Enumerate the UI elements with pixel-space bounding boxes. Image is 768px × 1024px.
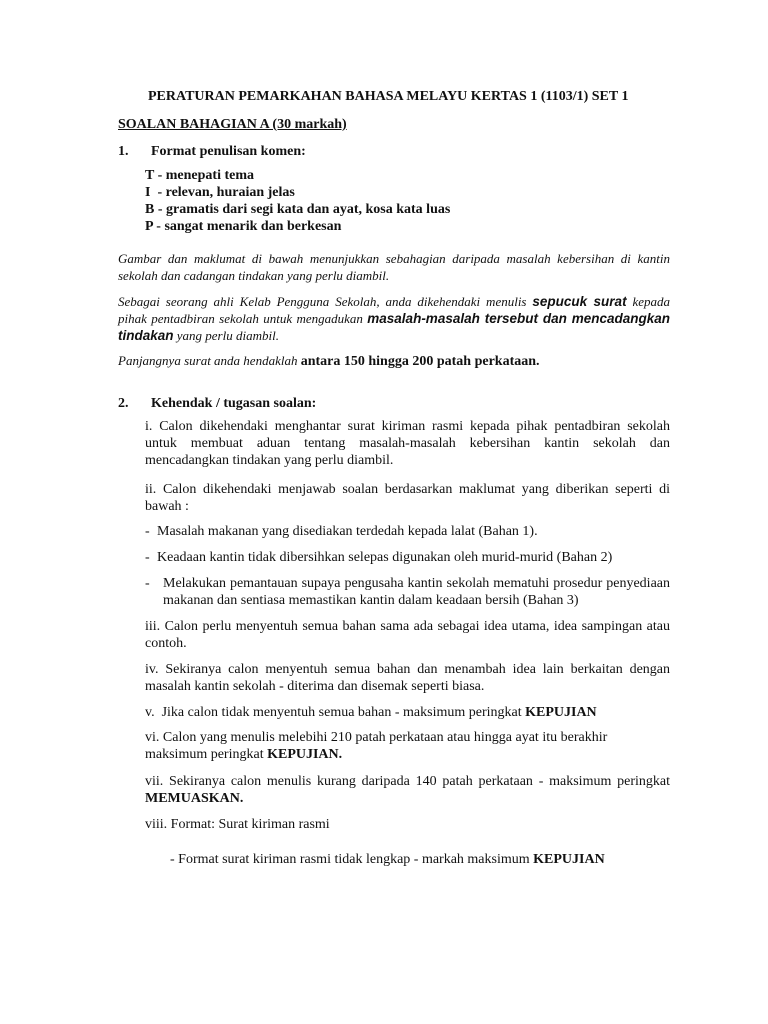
- item-i: i. Calon dikehendaki menghantar surat kiriman rasmi kepada pihak pentadbiran sekolah untuk membuat aduan tentang masalah-masalah kebersihan kantin sekolah dan mencadangkan tindakan yang perlu diambil.: [145, 419, 670, 468]
- length-paragraph: [118, 352, 540, 370]
- item-vii-text: vii. Sekiranya calon menulis kurang daripada 140 patah perkataan - maksimum peringkat: [145, 774, 670, 789]
- format-note-emphasis: KEPUJIAN: [533, 852, 605, 867]
- format-note: [170, 851, 605, 868]
- document-title: PERATURAN PEMARKAHAN BAHASA MELAYU KERTAS 1 (1103/1) SET 1: [148, 89, 629, 104]
- task-text-c: kepada pihak pentadbiran sekolah untuk mengadukan: [118, 294, 670, 326]
- intro-paragraph: Gambar dan maklumat di bawah menunjukkan sebahagian daripada masalah kebersihan di kantin sekolah dan cadangan tindakan yang perlu diambil.: [118, 251, 670, 283]
- bahan-1-dash: -: [145, 524, 150, 539]
- item-ii: ii. Calon dikehendaki menjawab soalan berdasarkan maklumat yang diberikan seperti di bawah :: [145, 482, 670, 514]
- q2-heading: Kehendak / tugasan soalan:: [151, 396, 317, 411]
- bahan-2-item: [145, 549, 670, 566]
- bahan-3-dash: -: [145, 576, 150, 591]
- bahan-3-text: Melakukan pemantauan supaya pengusaha kantin sekolah mematuhi prosedur penyediaan makanan dan sentiasa memastikan kantin dalam keadaan bersih (Bahan 3): [163, 576, 670, 608]
- format-note-text: - Format surat kiriman rasmi tidak lengkap - markah maksimum: [170, 852, 534, 867]
- q1-number: 1.: [118, 144, 129, 159]
- section-heading: SOALAN BAHAGIAN A (30 markah): [118, 117, 347, 132]
- item-viii: viii. Format: Surat kiriman rasmi: [145, 817, 330, 832]
- bahan-3-item: [145, 575, 670, 609]
- item-v-text: v. Jika calon tidak menyentuh semua bahan - maksimum peringkat: [145, 705, 526, 720]
- bahan-2-text: Keadaan kantin tidak dibersihkan selepas digunakan oleh murid-murid (Bahan 2): [157, 550, 613, 565]
- bahan-2-dash: -: [145, 550, 150, 565]
- length-emphasis: antara 150 hingga 200 patah perkataan.: [300, 354, 540, 369]
- format-item-p: P - sangat menarik dan berkesan: [145, 219, 342, 234]
- bahan-1-text: Masalah makanan yang disediakan terdedah kepada lalat (Bahan 1).: [157, 524, 538, 539]
- q1-heading: Format penulisan komen:: [151, 144, 306, 159]
- bahan-1-item: [145, 523, 670, 540]
- format-item-t: T - menepati tema: [145, 168, 254, 183]
- task-text-a: Sebagai seorang ahli Kelab Pengguna Sekolah, anda dikehendaki menulis: [118, 294, 533, 309]
- format-item-b: B - gramatis dari segi kata dan ayat, kosa kata luas: [145, 202, 451, 217]
- task-paragraph: [118, 293, 670, 344]
- format-item-i: I - relevan, huraian jelas: [145, 185, 295, 200]
- task-emphasis-letter: sepucuk surat: [532, 294, 627, 309]
- item-vii: [145, 773, 670, 807]
- item-vi-text: vi. Calon yang menulis melebihi 210 patah perkataan atau hingga ayat itu berakhir maksimum peringkat: [145, 730, 608, 762]
- task-text-e: yang perlu diambil.: [173, 328, 279, 343]
- item-vi: [145, 729, 670, 763]
- item-v-emphasis: KEPUJIAN: [525, 705, 597, 720]
- item-v: [145, 704, 670, 721]
- item-iv: iv. Sekiranya calon menyentuh semua bahan dan menambah idea lain berkaitan dengan masalah kantin sekolah - diterima dan disemak seperti biasa.: [145, 662, 670, 694]
- length-text: Panjangnya surat anda hendaklah: [118, 353, 301, 368]
- item-vi-emphasis: KEPUJIAN.: [267, 747, 343, 762]
- item-vii-emphasis: MEMUASKAN.: [145, 791, 244, 806]
- q2-number: 2.: [118, 396, 129, 411]
- item-iii: iii. Calon perlu menyentuh semua bahan sama ada sebagai idea utama, idea sampingan atau contoh.: [145, 619, 670, 651]
- task-emphasis-issues: masalah-masalah tersebut dan mencadangkan tindakan: [118, 311, 670, 343]
